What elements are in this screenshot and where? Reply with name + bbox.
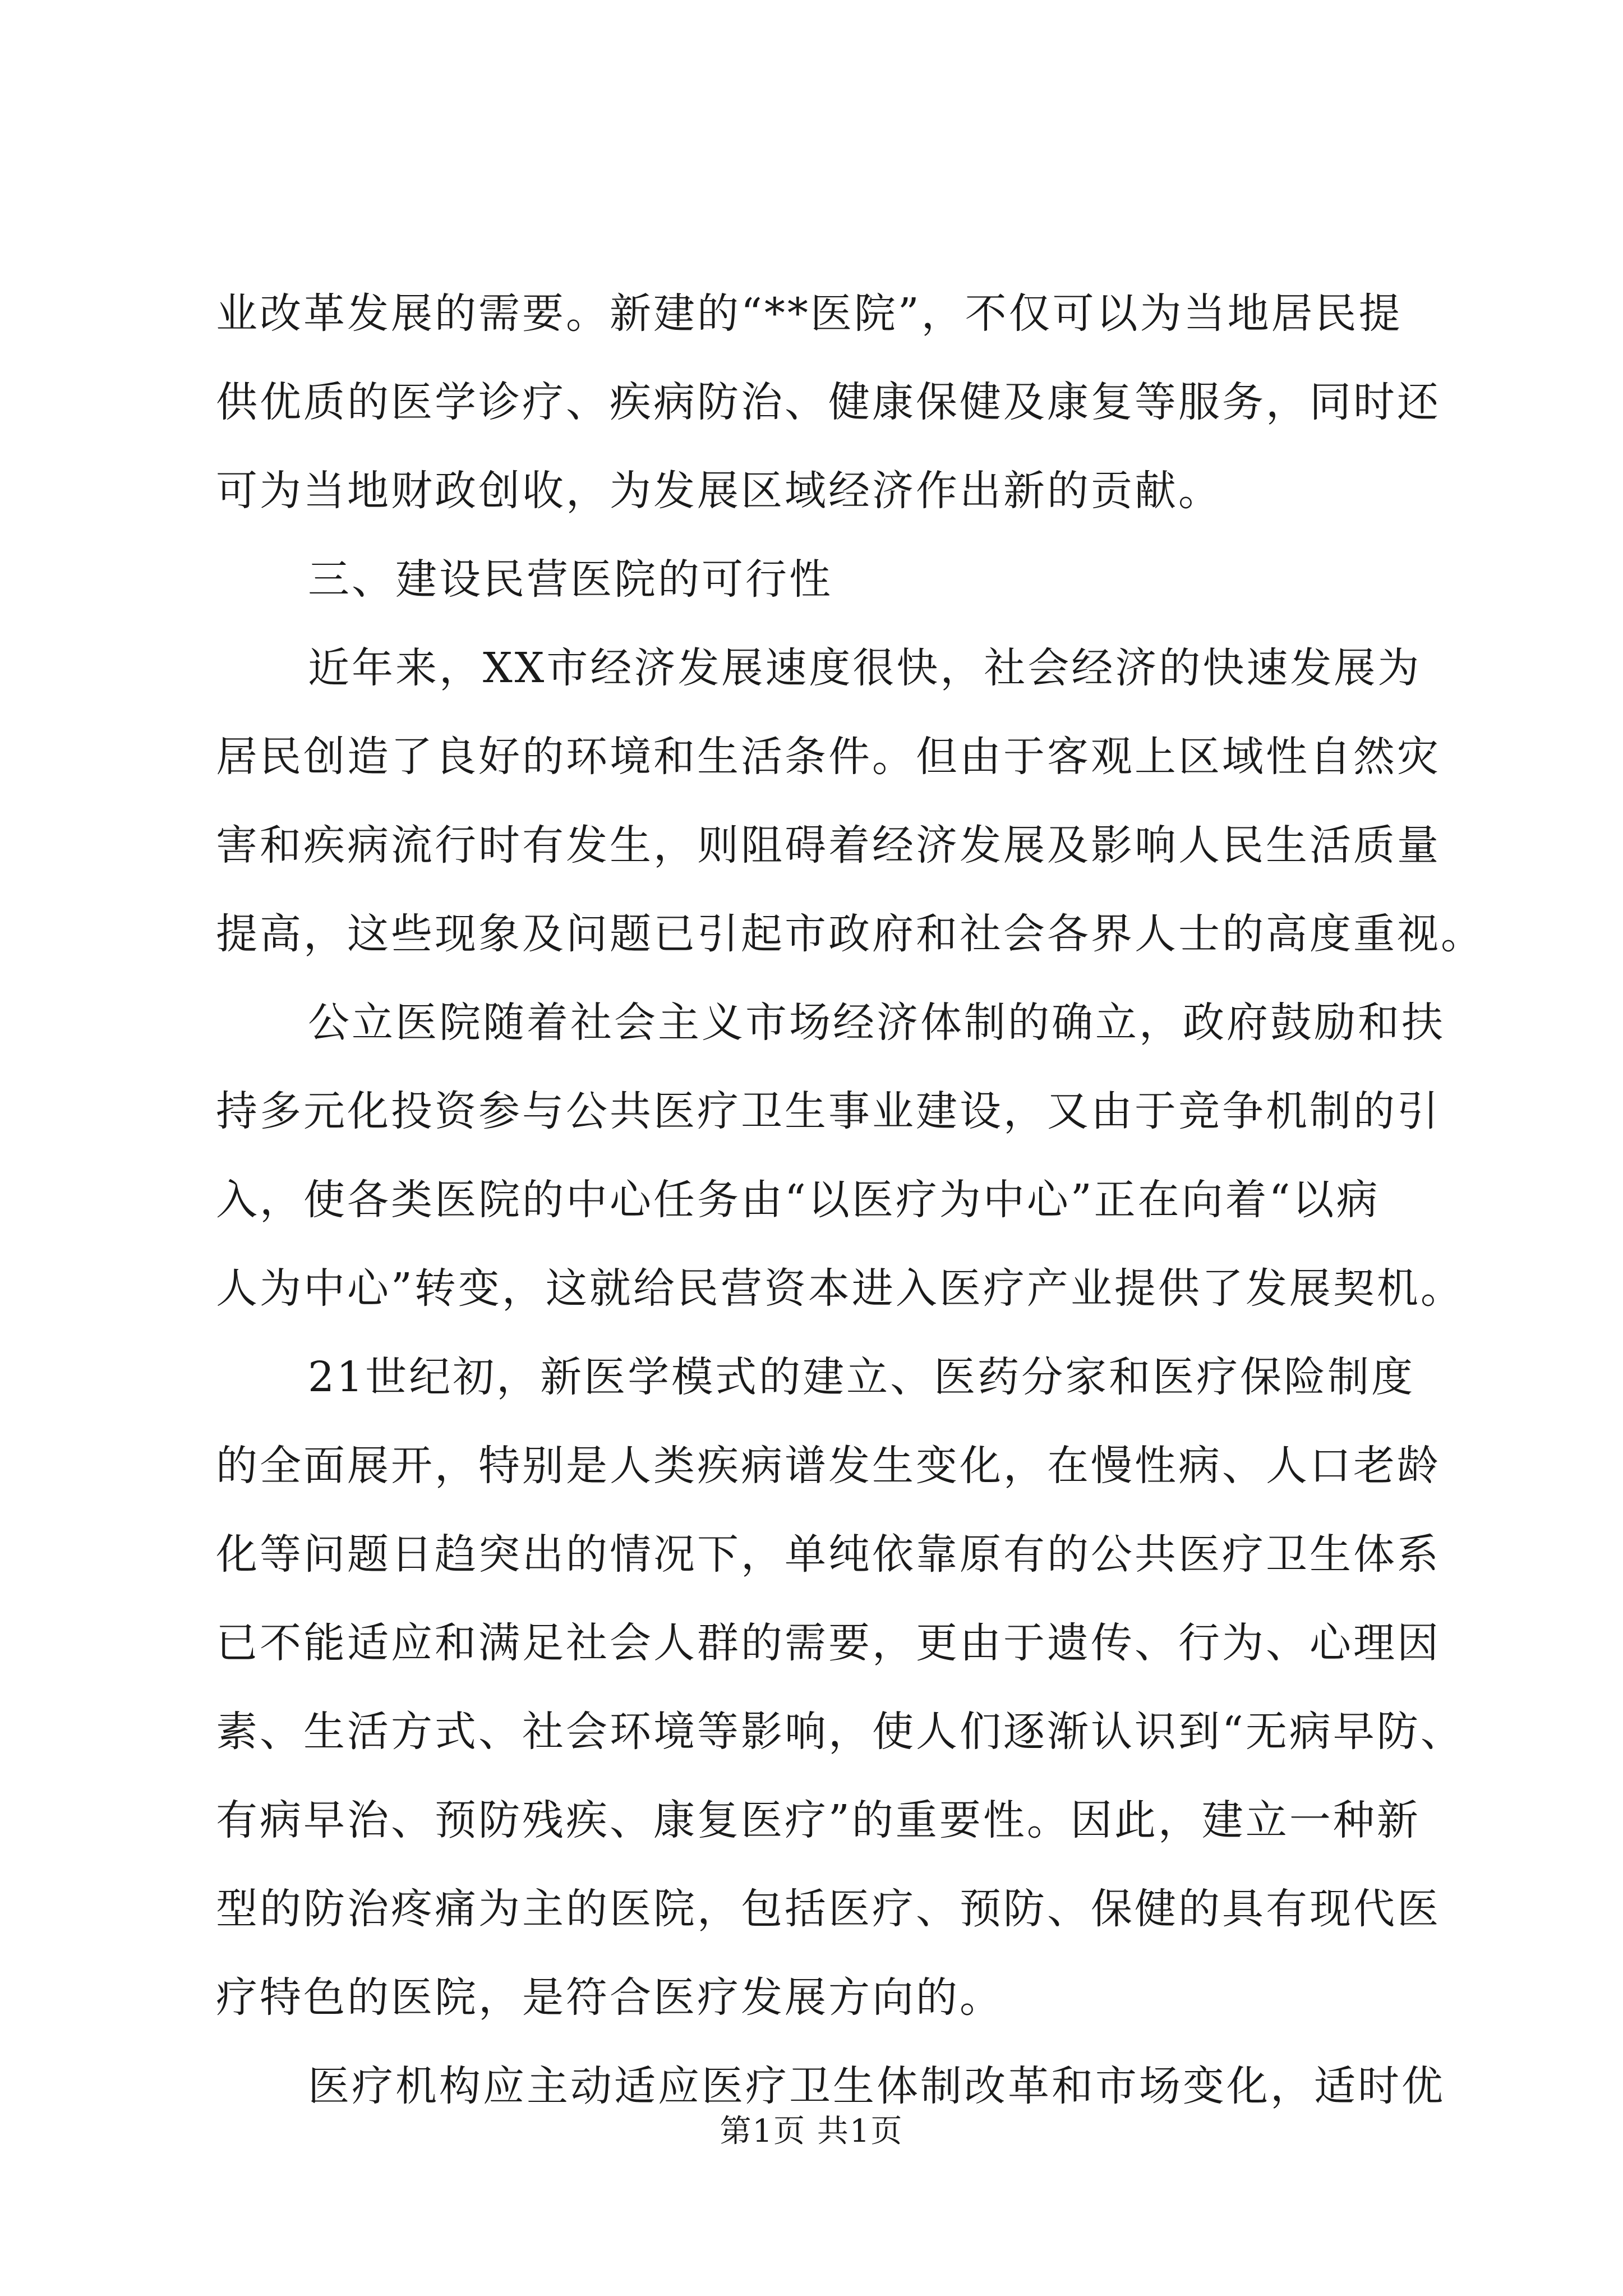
page-number-footer: 第1页 共1页 xyxy=(720,2113,903,2150)
text-line: 化等问题日趋突出的情况下，单纯依靠原有的公共医疗卫生体系 xyxy=(216,1530,1441,1579)
text-line: 害和疾病流行时有发生，则阻碍着经济发展及影响人民生活质量 xyxy=(216,821,1441,869)
text-line: 提高，这些现象及问题已引起市政府和社会各界人士的高度重视。 xyxy=(216,910,1484,958)
text-line: 入，使各类医院的中心任务由“以医疗为中心”正在向着“以病 xyxy=(216,1176,1380,1224)
text-line: 已不能适应和满足社会人群的需要，更由于遗传、行为、心理因 xyxy=(216,1619,1441,1667)
text-line: 业改革发展的需要。新建的“**医院”，不仅可以为当地居民提 xyxy=(216,289,1403,338)
text-line: 的全面展开，特别是人类疾病谱发生变化，在慢性病、人口老龄 xyxy=(216,1442,1441,1490)
document-body xyxy=(216,269,1484,2131)
text-line: 近年来，XX市经济发展速度很快，社会经济的快速发展为 xyxy=(308,644,1422,692)
text-line: 素、生活方式、社会环境等影响，使人们逐渐认识到“无病早防、 xyxy=(216,1708,1464,1756)
text-line: 居民创造了良好的环境和生活条件。但由于客观上区域性自然灾 xyxy=(216,733,1441,781)
text-line: 疗特色的医院，是符合医疗发展方向的。 xyxy=(216,1973,1003,2022)
text-line: 公立医院随着社会主义市场经济体制的确立，政府鼓励和扶 xyxy=(308,999,1445,1047)
text-line: 有病早治、预防残疾、康复医疗”的重要性。因此，建立一种新 xyxy=(216,1796,1421,1844)
text-line: 持多元化投资参与公共医疗卫生事业建设，又由于竞争机制的引 xyxy=(216,1087,1441,1135)
text-line: 型的防治疼痛为主的医院，包括医疗、预防、保健的具有现代医 xyxy=(216,1885,1441,1933)
text-line: 21世纪初，新医学模式的建立、医药分家和医疗保险制度 xyxy=(308,1353,1415,1401)
section-heading: 三、建设民营医院的可行性 xyxy=(308,555,833,604)
text-line: 可为当地财政创收，为发展区域经济作出新的贡献。 xyxy=(216,467,1222,515)
text-line: 供优质的医学诊疗、疾病防治、健康保健及康复等服务，同时还 xyxy=(216,378,1441,426)
text-line: 人为中心”转变，这就给民营资本进入医疗产业提供了发展契机。 xyxy=(216,1264,1464,1313)
text-line: 医疗机构应主动适应医疗卫生体制改革和市场变化，适时优 xyxy=(308,2062,1445,2110)
